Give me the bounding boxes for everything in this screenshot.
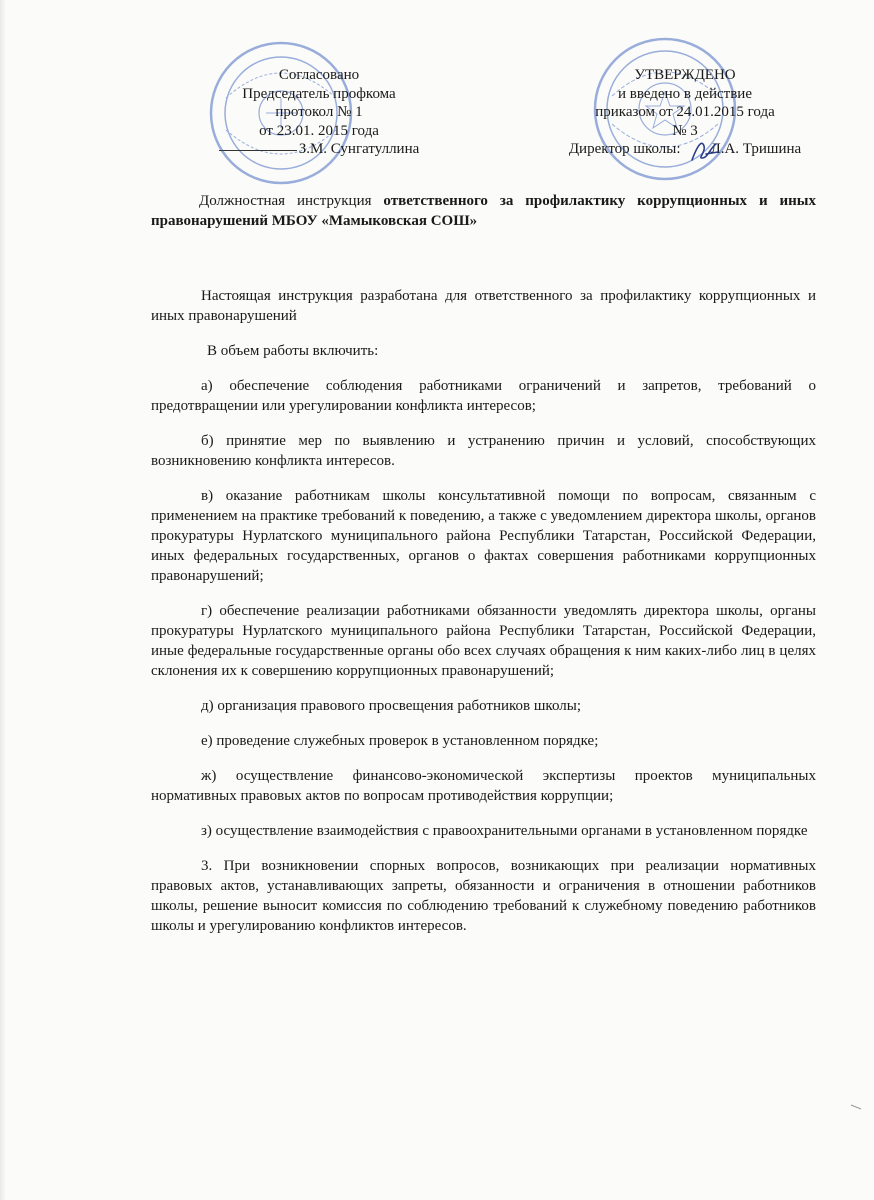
approval-left-position: Председатель профкома [242,85,396,102]
approval-left-protocol: протокол № 1 [275,104,363,120]
approval-right-director-name: Л.А. Тришина [710,141,802,157]
scan-edge-shadow [0,0,6,1200]
document-body [151,286,816,951]
document-title [151,191,816,231]
paragraph-item-a: а) обеспечение соблюдения работниками ограничений и запретов, требований о предотвращении или урегулировании конфликта интересов; [151,378,816,414]
approval-left-block [206,66,432,159]
scan-speck-icon [850,1104,862,1110]
paragraph-item-v: в) оказание работникам школы консультативной помощи по вопросам, связанным с применением на практике требований к поведению, а также с уведомлением директора школы, органов прокуратуры Нурлатского муниципального района Республики Татарстан, Российской Федерации, иных федеральных государственных, органов о фактах совершения работниками коррупционных правонарушений; [151,488,816,584]
paragraph-item-zh: ж) осуществление финансово-экономической экспертизы проектов муниципальных нормативных правовых актов по вопросам противодействия коррупции; [151,768,816,804]
title-prefix: Должностная инструкция [199,193,372,209]
approval-right-block [535,66,835,159]
paragraph-item-d: д) организация правового просвещения работников школы; [201,698,581,714]
paragraph-item-b: б) принятие мер по выявлению и устранению причин и условий, способствующих возникновению конфликта интересов. [151,433,816,469]
signature-underline [219,150,297,151]
title-main: ответственного за профилактику коррупционных и иных правонарушений МБОУ «Мамыковская СОШ» [151,193,817,229]
approval-right-order: приказом от 24.01.2015 года [595,104,775,120]
approval-left-title: Согласовано [278,67,360,83]
paragraph-item-z: з) осуществление взаимодействия с правоохранительными органами в установленном порядке [201,823,808,839]
paragraph-scope-label: В объем работы включить: [207,343,379,359]
paragraph-intro: Настоящая инструкция разработана для ответственного за профилактику коррупционных и иных правонарушений [151,288,816,324]
approval-right-director-line [535,140,835,159]
paragraph-item-e: е) проведение служебных проверок в установленном порядке; [201,733,599,749]
approval-left-date: от 23.01. 2015 года [259,122,379,139]
approval-right-status: и введено в действие [617,85,752,102]
approval-right-number: № 3 [672,122,698,139]
paragraph-section-3: 3. При возникновении спорных вопросов, возникающих при реализации нормативных правовых актов, устанавливающих запреты, обязанности и ограничения в отношении работников школы, решение выносит комиссия по соблюдению требований к служебному поведению работников школы и урегулированию конфликтов интересов. [151,858,816,934]
approval-left-signatory: З.М. Сунгатуллина [298,141,420,157]
approval-left-signature-line [206,140,432,159]
paragraph-item-g: г) обеспечение реализации работниками обязанности уведомлять директора школы, органы прокуратуры Нурлатского муниципального района Республики Татарстан, Российской Федерации, иные федеральные государственные органы обо всех случаях обращения к ним каких-либо лиц в целях склонения их к совершению коррупционных правонарушений; [151,603,816,679]
approval-right-director-label: Директор школы: [568,141,681,157]
approval-right-title: УТВЕРЖДЕНО [634,67,736,83]
